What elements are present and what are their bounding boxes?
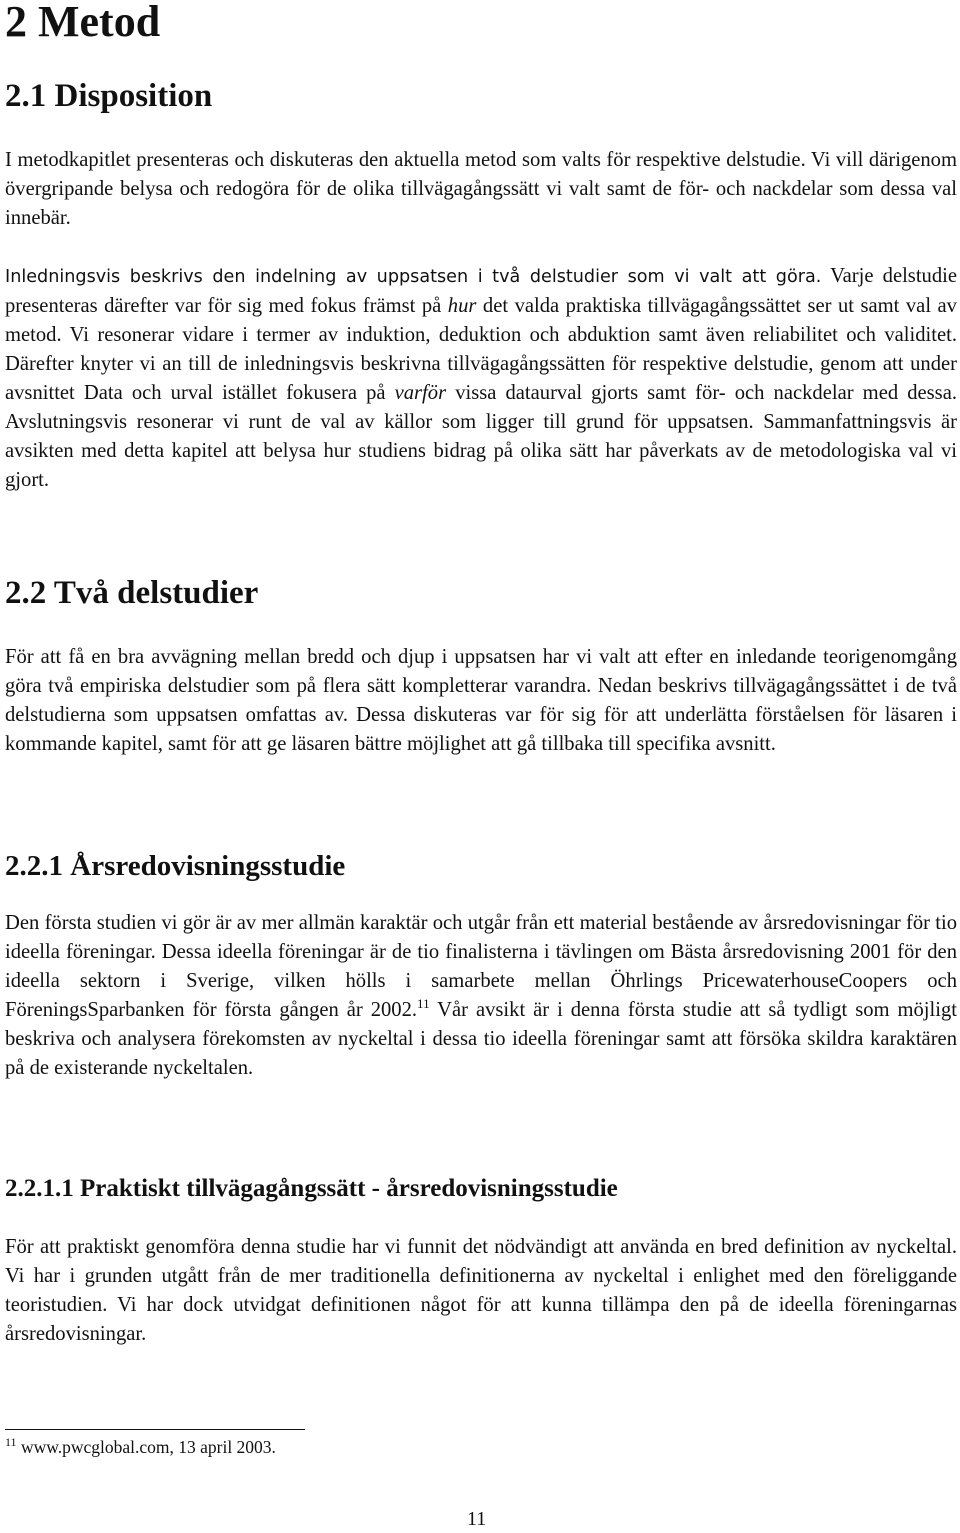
footnote-text: www.pwcglobal.com, 13 april 2003. (16, 1437, 276, 1457)
section-title-tva-delstudier: 2.2 Två delstudier (5, 575, 259, 611)
paragraph-sentence: Vi resonerar vidare i termer av induktion, deduktion och abduktion samt även reliabilitet och validitet. (61, 324, 957, 346)
footnote (5, 1436, 276, 1458)
paragraph-disposition-intro: I metodkapitlet presenteras och diskuteras den aktuella metod som valts för respektive delstudie. Vi vill därigenom övergripande belysa och redogöra för de olika tillvägagångssätt vi valt samt de för- och nackdelar som dessa val innebär. (5, 149, 957, 229)
paragraph-sentence: Den första studien vi gör är av mer allmän karaktär och utgår från ett material bestående av årsredovisningar för tio ideella föreningar. Dessa ideella föreningar är de tio finalisterna i tävlingen om Bästa årsredovisning 2001 för den ideella sektorn i Sverige, vilken hölls i samarbete mellan Öhrlings PricewaterhouseCoopers och FöreningsSparbanken för första gången år 2002. (5, 912, 957, 1021)
paragraph-sentence: det valda praktiska tillvägagångssättet ser ut samt val av metod. (5, 295, 957, 346)
footnote-reference[interactable]: 11 (417, 996, 430, 1012)
paragraph-disposition-overview (5, 262, 957, 495)
paragraph-sentence: Inledningsvis beskrivs den indelning av uppsatsen i två delstudier som vi valt att göra. (5, 267, 822, 287)
footnote-number: 11 (5, 1435, 17, 1450)
subsection-title-arsredovisningsstudie: 2.2.1 Årsredovisningsstudie (5, 850, 346, 882)
paragraph-praktiskt: För att praktiskt genomföra denna studie har vi funnit det nödvändigt att använda en bred definition av nyckeltal. Vi har i grunden utgått från de mer traditionella definitionerna av nyckeltal i enlighet med den föreliggande teoristudien. Vi har dock utvidgat definitionen något för att kunna tillämpa den på de ideella föreningarnas årsredovisningar. (5, 1236, 957, 1345)
paragraph-sentence: Vår avsikt är i denna första studie att så tydligt som möjligt beskriva och analysera förekomsten av nyckeltal i dessa tio ideella föreningar samt att försöka skildra karaktären på de existerande nyckeltalen. (5, 999, 957, 1079)
paragraph-sentence: vissa dataurval gjorts samt för- och nackdelar med dessa. Avslutningsvis resonerar vi runt de val av källor som ligger till grund för uppsatsen. Sammanfattningsvis är avsikten med detta kapitel att belysa hur studiens bidrag på olika sätt har påverkats av de metodologiska val vi gjort. (5, 382, 957, 491)
emphasis-hur: hur (447, 295, 477, 317)
section-title-disposition: 2.1 Disposition (5, 78, 213, 114)
paragraph-sentence: Varje delstudie presenteras därefter var för sig med fokus främst på (5, 265, 957, 317)
paragraph-arsredovisningsstudie (5, 909, 957, 1083)
footnote-divider (5, 1429, 305, 1430)
paragraph-tva-delstudier: För att få en bra avvägning mellan bredd och djup i uppsatsen har vi valt att efter en inledande teorigenomgång göra två empiriska delstudier som på flera sätt kompletterar varandra. Nedan beskrivs tillvägagångssättet i de två delstudierna som uppsatsen omfattas av. Dessa diskuteras var för sig för att underlätta förståelsen för läsaren i kommande kapitel, samt för att ge läsaren bättre möjlighet att gå tillbaka till specifika avsnitt. (5, 646, 957, 755)
chapter-title: 2 Metod (5, 0, 161, 46)
subsubsection-title-praktiskt: 2.2.1.1 Praktiskt tillvägagångssätt - årsredovisningsstudie (5, 1175, 618, 1202)
emphasis-varfor: varför (394, 382, 447, 404)
paragraph-sentence: Därefter knyter vi an till de inledningsvis beskrivna tillvägagångssätten för respektive delstudie, genom att under avsnittet Data och urval istället fokusera på (5, 353, 957, 404)
page-number: 11 (467, 1508, 487, 1530)
